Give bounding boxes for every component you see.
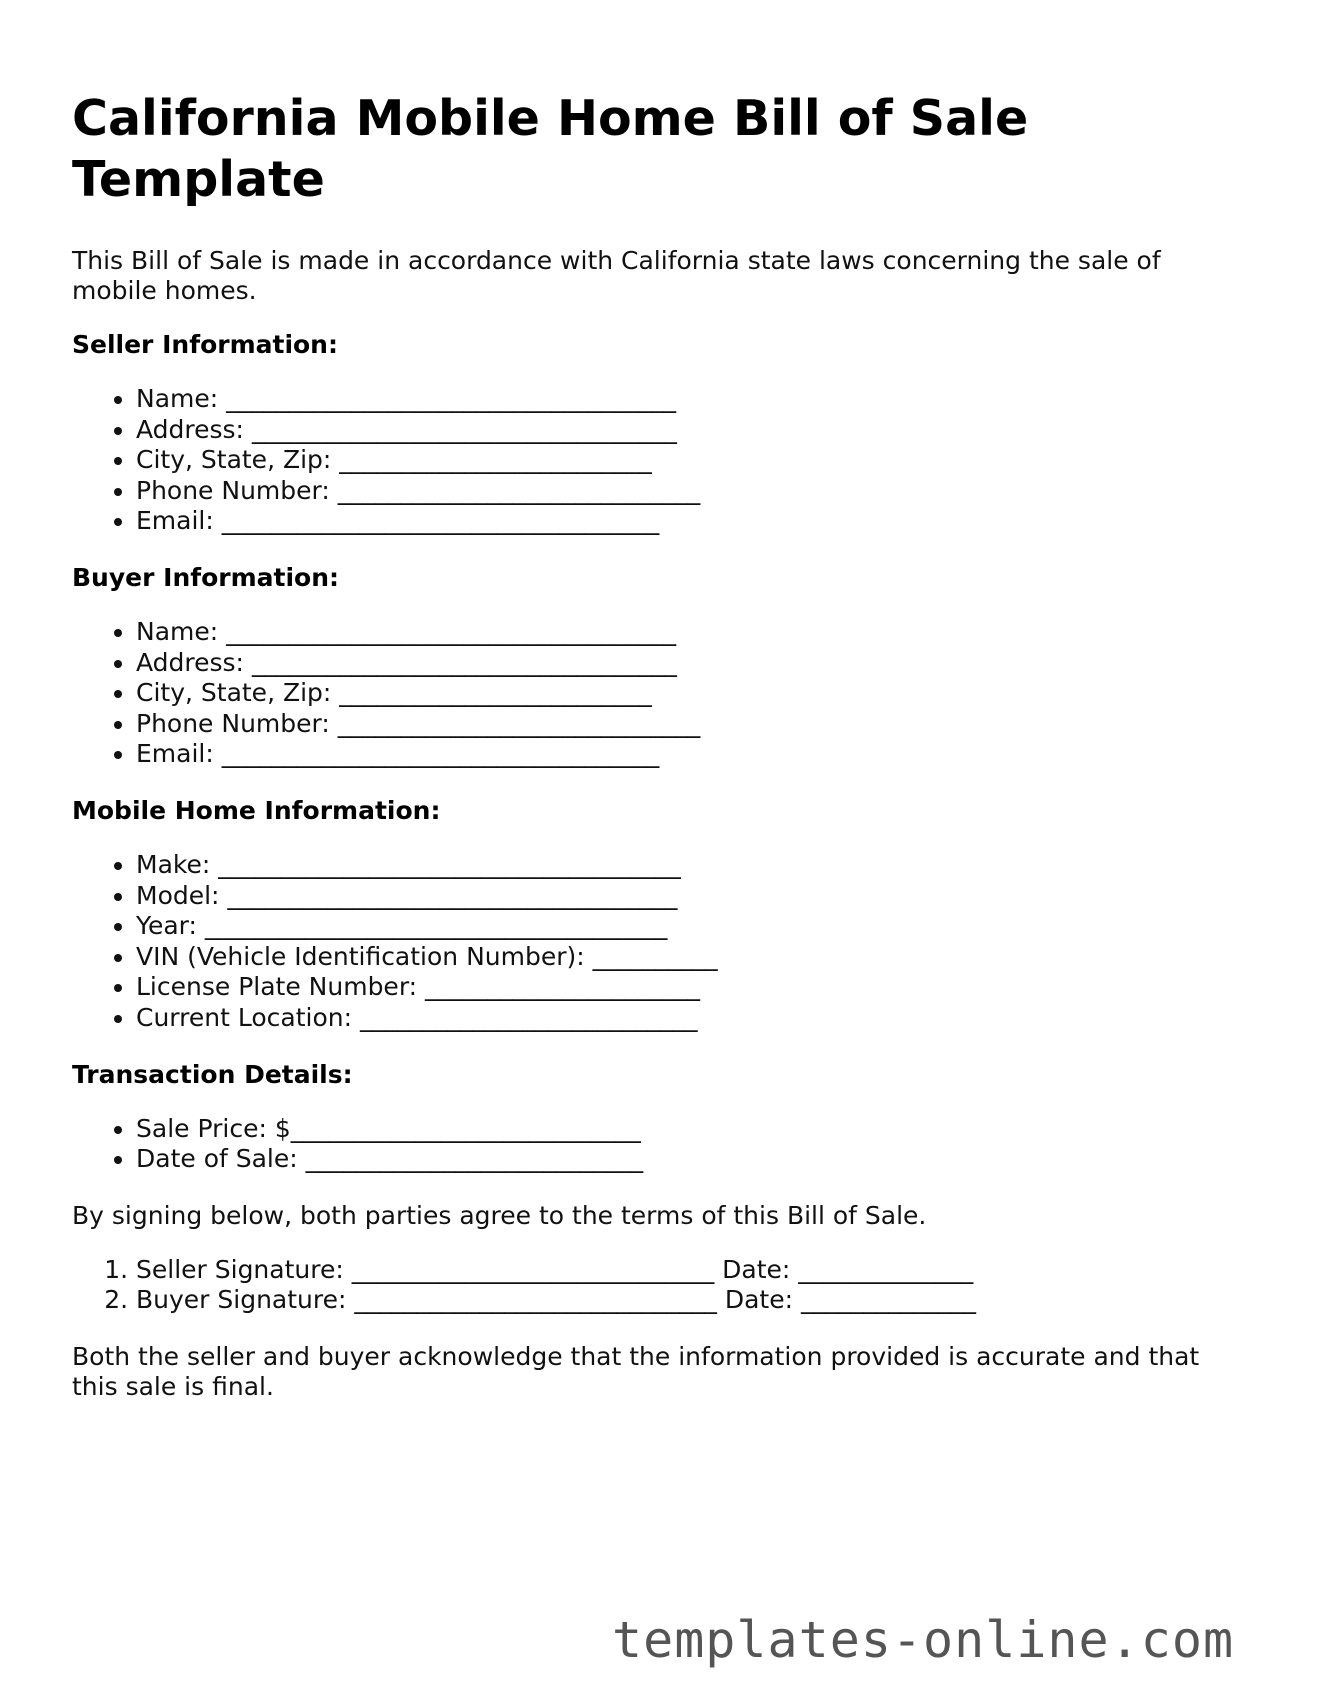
seller-city-state-zip-field[interactable]: • City, State, Zip: _________________________ — [136, 445, 1252, 476]
closing-paragraph: Both the seller and buyer acknowledge that the information provided is accurate and that this sale is final. — [72, 1341, 1200, 1401]
signature-list — [72, 1255, 1252, 1316]
vin-field[interactable]: • VIN (Vehicle Identification Number): __________ — [136, 942, 1252, 973]
seller-signature-field[interactable]: 1. Seller Signature: _____________________________ Date: ______________ — [136, 1255, 1252, 1286]
buyer-address-field[interactable]: • Address: __________________________________ — [136, 648, 1252, 679]
buyer-signature-field[interactable]: 2. Buyer Signature: _____________________________ Date: ______________ — [136, 1285, 1252, 1316]
mobile-home-heading: Mobile Home Information: — [72, 795, 441, 825]
make-field[interactable]: • Make: _____________________________________ — [136, 850, 1252, 881]
page-title: California Mobile Home Bill of Sale Template — [72, 90, 1029, 208]
transaction-list — [72, 1114, 1252, 1175]
buyer-phone-field[interactable]: • Phone Number: _____________________________ — [136, 709, 1252, 740]
document-page — [72, 88, 1252, 1426]
buyer-heading: Buyer Information: — [72, 562, 340, 592]
seller-address-field[interactable]: • Address: __________________________________ — [136, 415, 1252, 446]
year-field[interactable]: • Year: _____________________________________ — [136, 911, 1252, 942]
buyer-email-field[interactable]: • Email: ___________________________________ — [136, 739, 1252, 770]
seller-phone-field[interactable]: • Phone Number: _____________________________ — [136, 476, 1252, 507]
agreement-paragraph: By signing below, both parties agree to the terms of this Bill of Sale. — [72, 1200, 927, 1230]
model-field[interactable]: • Model: ____________________________________ — [136, 881, 1252, 912]
intro-paragraph: This Bill of Sale is made in accordance with California state laws concerning the sale of mobile homes. — [72, 246, 1161, 305]
current-location-field[interactable]: • Current Location: ___________________________ — [136, 1003, 1252, 1034]
transaction-heading: Transaction Details: — [72, 1059, 353, 1089]
buyer-city-state-zip-field[interactable]: • City, State, Zip: _________________________ — [136, 678, 1252, 709]
license-plate-field[interactable]: • License Plate Number: ______________________ — [136, 972, 1252, 1003]
seller-heading: Seller Information: — [72, 330, 338, 359]
buyer-name-field[interactable]: • Name: ____________________________________ — [136, 617, 1252, 648]
watermark: templates-online.com — [612, 1611, 1235, 1669]
seller-list — [72, 384, 1252, 537]
buyer-list — [72, 617, 1252, 770]
sale-price-field[interactable]: • Sale Price: $____________________________ — [136, 1114, 1252, 1145]
seller-email-field[interactable]: • Email: ___________________________________ — [136, 506, 1252, 537]
date-of-sale-field[interactable]: • Date of Sale: ___________________________ — [136, 1144, 1252, 1175]
seller-name-field[interactable]: • Name: ____________________________________ — [136, 384, 1252, 415]
mobile-home-list — [72, 850, 1252, 1034]
